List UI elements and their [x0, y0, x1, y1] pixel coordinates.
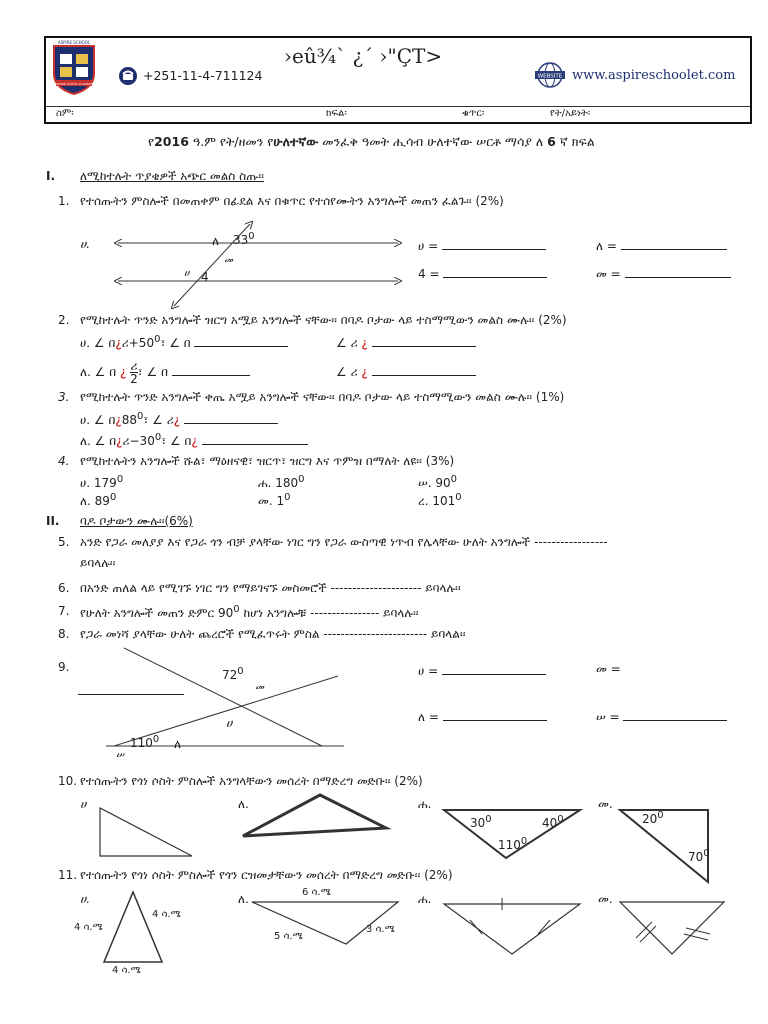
q9-answer-she [596, 708, 727, 725]
q2-a-second [336, 334, 476, 351]
exam-title-pre: የ [148, 134, 155, 149]
q3-b-mid: ፣ ∠ በ [161, 434, 192, 448]
q1-angle-33-degree: 0 [248, 231, 255, 242]
q11-label-ha: ሀ. [80, 892, 91, 906]
q11-b-side-left: 5 ሳ.ሜ [274, 931, 303, 942]
q10-d-angle-70-value: 70 [688, 850, 704, 864]
q1-label-ha: ሀ [184, 268, 190, 279]
q2-b [80, 360, 250, 385]
q2-a-red: ¿ [115, 336, 122, 350]
q2-number: 2. [58, 313, 70, 327]
q2-b2-red: ¿ [119, 365, 127, 379]
subject-field-label: የት/አይነት፡ [550, 108, 591, 119]
q11-label-hha: ሐ. [418, 892, 432, 906]
q9-label-she: ሠ [116, 750, 125, 761]
q7-post: ከሆነ አንግሎቹ ---------------- ይባላሉ፡፡ [239, 606, 419, 620]
q7-pre: የሁለት አንግሎች መጠን ድምር 90 [80, 606, 234, 620]
school-title: ›eû¾` ¿´ ›"ÇT> [284, 44, 443, 68]
q3-b-red2: ¿ [191, 434, 198, 448]
q7-number: 7. [58, 604, 70, 618]
website-link[interactable]: www.aspireschoolet.com [572, 68, 736, 83]
section1-number: I. [46, 169, 56, 183]
q2-a-mid: ፣ ∠ በ [160, 336, 191, 350]
q3-b-pre: ለ. ∠ በ [80, 434, 117, 448]
q6-text: በአንድ ጠለል ላይ የሚገኙ ነገር ግን የማይገናኙ መስመሮች --------------------- ይባላሉ፡፡ [80, 581, 461, 595]
q1-answer-4-label: 4 = [418, 267, 440, 281]
q3-text: የሚከተሉት ጥንድ አንግሎች ቀጤ አሟይ አንግሎች ናቸው፡፡ በባዶ ቦታው ላይ ተስማሚውን መልስ ሙሉ፡፡ (1%) [80, 390, 565, 404]
q10-label-ha: ሀ [80, 797, 87, 811]
q1-answer-me-label: መ = [596, 267, 621, 281]
q1-label-la: ለ [212, 234, 220, 248]
q2-text: የሚከተሉት ጥንድ አንግሎች ዝርግ አሟይ አንግሎች ናቸው፡፡ በባዶ ቦታው ላይ ተስማሚውን መልስ ሙሉ፡፡ (2%) [80, 313, 567, 327]
q3-a-blank[interactable] [184, 411, 278, 424]
q10-triangle-d [618, 808, 712, 884]
q9-angle-110-value: 110 [130, 736, 153, 750]
q1-label-me: መ [224, 255, 234, 266]
q8-number: 8. [58, 627, 70, 641]
q11-isosceles-triangle [442, 900, 582, 956]
q4-text: የሚከተሉትን አንግሎች ሹል፣ ማዕዘናዊ፣ ዝርጥ፣ ዝርግ እና ጥምዝ በማለት ለዩ፡፡ (3%) [80, 454, 455, 468]
q2-b2-second-red: ¿ [361, 365, 368, 379]
q2-a-pre: ሀ. ∠ በ [80, 336, 116, 350]
q11-number: 11. [58, 868, 78, 882]
q4-opt-la-text: ለ. 89 [80, 494, 110, 508]
q11-a-side-left: 4 ሳ.ሜ [74, 922, 103, 933]
q9-answer-ha-label: ሀ = [418, 664, 439, 678]
q1-answer-ha-blank[interactable] [442, 237, 546, 250]
q2-b2-second-pre: ∠ ሪ [336, 365, 358, 379]
q1-answer-me-blank[interactable] [625, 265, 731, 278]
q10-right-triangle [98, 806, 194, 858]
q3-a-pre: ሀ. ∠ በ [80, 413, 116, 427]
phone-number: +251-11-4-711124 [143, 68, 263, 83]
q10-d-angle-20-value: 20 [642, 812, 658, 826]
q7-text: የሁለት አንግሎች መጠን ድምር $90^0$ ከሆነ አንግሎቹ ---------------- ይባላሉ፡፡ [80, 604, 419, 620]
exam-title-bold: ሁለተኛው [273, 134, 319, 149]
q9-angle-72: $72^0$ [222, 666, 244, 682]
q9-angle-110: $110^0$ [130, 734, 160, 750]
q1-answer-4 [418, 265, 547, 281]
q4-opt-re-text: ረ. 101 [418, 494, 456, 508]
q10-c-angle-30-value: 30 [470, 816, 486, 830]
q10-label-hha: ሐ. [418, 797, 432, 811]
q1-label-4: 4 [201, 270, 209, 284]
q3-a-mid: ፣ ∠ ሪ [143, 413, 174, 427]
name-field-label: ስም፡ [56, 108, 74, 119]
q10-c-angle-110: $110^0$ [498, 836, 528, 852]
q1-answer-la [596, 237, 727, 254]
q4-opt-re: ረ. $101^0$ [418, 492, 462, 508]
q1-answer-me [596, 265, 731, 282]
q2-a-blank2[interactable] [372, 334, 476, 347]
q2-b2-pre: ለ. ∠ በ [80, 365, 117, 379]
q1-answer-la-blank[interactable] [621, 237, 727, 250]
q11-scalene-triangle [250, 898, 400, 946]
q9-answer-she-label: ሠ = [596, 710, 620, 724]
q3-a-red2: ¿ [173, 413, 181, 427]
q9-angle-72-value: 72 [222, 668, 238, 682]
q9-answer-la-blank[interactable] [443, 708, 547, 721]
q4-number: 4. [58, 454, 70, 468]
q3-a-val: 88 [121, 413, 138, 427]
q10-c-angle-40: $40^0$ [542, 814, 564, 830]
q9-answer-she-blank[interactable] [623, 708, 727, 721]
q3-b: ለ. ∠ $በ¿ሪ-30^0፣$ ∠ በ¿ [80, 432, 308, 449]
q11-a-side-bottom: 4 ሳ.ሜ [112, 965, 141, 976]
q2-b-blank1[interactable] [172, 363, 250, 376]
q9-label-la: ለ [174, 737, 182, 751]
exam-year: 2016 [154, 134, 189, 149]
q2-frac-num: ሪ [130, 359, 138, 373]
q2-b-blank2[interactable] [372, 363, 476, 376]
logo-text: ASPIRE SCHOOL [57, 40, 91, 45]
q4-opt-me-text: መ. 1 [258, 494, 285, 508]
q1-text: የተሰጡትን ምስሎች በመጠቀም በፊደል እና በቁጥር የተሰየሙትን አንግሎች መጠን ፈልጉ፡፡ (2%) [80, 194, 504, 208]
q1-parallel-lines-figure [112, 222, 412, 308]
q10-c-angle-40-value: 40 [542, 816, 558, 830]
q1-answer-ha-label: ሀ = [418, 239, 439, 253]
q4-opt-ha-text: ሀ. 179 [80, 476, 117, 490]
exam-title-mid1: ዓ.ም የት/ዘመን የ [188, 134, 274, 149]
q2-frac-den: 2 [130, 372, 138, 386]
q11-label-la: ለ. [238, 892, 249, 906]
q2-fraction [130, 360, 138, 385]
q9-answer-ha [418, 662, 546, 679]
website-badge-text: WEBSITE [537, 73, 563, 80]
phone-icon [118, 66, 138, 86]
section2-title: ባዶ ቦታውን ሙሉ፡፡(6%) [80, 514, 193, 528]
q4-opt-hha-text: ሐ. 180 [258, 476, 299, 490]
q3-a: ሀ. ∠ $በ¿88^0፣$ ∠ ሪ¿ [80, 411, 278, 428]
q11-b-side-top: 6 ሳ.ሜ [302, 887, 331, 898]
exam-grade: 6 [547, 134, 556, 149]
class-field-label: ክፍል፡ [326, 108, 347, 119]
q11-a-side-right: 4 ሳ.ሜ [152, 909, 181, 920]
website-globe-icon [534, 62, 566, 88]
logo-subtext: ASPIRE YOUTH ACADEMY [55, 82, 93, 86]
school-logo [50, 40, 98, 96]
q4-opt-ha: ሀ. $179^0$ [80, 474, 124, 490]
q1-answer-ha [418, 237, 546, 254]
q9-label-me: መ [255, 682, 265, 693]
q9-answer-ha-blank[interactable] [442, 662, 546, 675]
section2-number: II. [46, 514, 60, 528]
q1-label: ሀ. [80, 237, 91, 251]
header-divider [46, 106, 750, 107]
q11-label-me: መ. [598, 892, 613, 906]
q5-text: አንድ የጋራ መለያያ እና የጋራ ጎን ብቻ ያላቸው ነገር ግን የጋራ ውስጣዊ ነጥብ የሌላቸው ሁለት አንግሎች ----------------- [80, 535, 608, 549]
q10-obtuse-triangle [240, 792, 390, 842]
q11-tick-triangle [618, 898, 728, 956]
q4-opt-la: ለ. $89^0$ [80, 492, 117, 508]
q11-equilateral-triangle [102, 890, 164, 964]
q1-angle-33 [233, 231, 255, 247]
q1-answer-4-blank[interactable] [443, 265, 547, 278]
q10-d-angle-70: $70^0$ [688, 848, 710, 864]
q8-text: የጋራ መነሻ ያላቸው ሁለት ጨረሮች የሚፈጥሩት ምስል ------------------------ ይባላል፡፡ [80, 627, 466, 641]
q4-opt-me: መ. $1^0$ [258, 492, 291, 508]
q10-label-me: መ. [598, 797, 613, 811]
q5-text-cont: ይባላሉ፡፡ [80, 556, 116, 570]
q1-number: 1. [58, 194, 70, 208]
q9-answer-me [596, 662, 621, 677]
q9-answer-me-label: መ = [596, 662, 621, 676]
q5-number: 5. [58, 535, 70, 549]
q9-answer-la-label: ለ = [418, 710, 439, 724]
q2-b-second [336, 363, 476, 380]
q11-text: የተሰጡትን የጎነ ሶስት ምስሎች የጎን ርዝመታቸውን መሰረት በማድረግ መድቡ፡፡ (2%) [80, 868, 453, 882]
q3-b-blank[interactable] [202, 432, 308, 445]
q2-b2-mid: ፣ ∠ በ [137, 365, 168, 379]
q10-d-angle-20: $20^0$ [642, 810, 664, 826]
q3-b-red: ¿ [116, 434, 123, 448]
q6-number: 6. [58, 581, 70, 595]
q2-a: ሀ. ∠ $በ¿ሪ+50^0፣$ ∠ በ [80, 334, 288, 351]
q4-opt-hha: ሐ. $180^0$ [258, 474, 305, 490]
q9-answer-la [418, 708, 547, 725]
q1-angle-33-value: 33 [233, 233, 249, 247]
q9-number: 9. [58, 660, 70, 674]
q10-text: የተሰጡትን የጎነ ሶስት ምስሎች አንግላቸውን መሰረት በማድረግ መድቡ፡፡ (2%) [80, 774, 423, 788]
exam-title [148, 134, 595, 150]
q3-a-red: ¿ [115, 413, 122, 427]
q2-b-red: ¿ [361, 336, 368, 350]
q2-b-pre: ∠ ሪ [336, 336, 358, 350]
q10-c-angle-30: $30^0$ [470, 814, 492, 830]
exam-title-post: ኛ ክፍል [555, 134, 595, 149]
q9-label-ha: ሀ [226, 716, 233, 730]
number-field-label: ቁጥር፡ [462, 108, 485, 119]
exam-title-mid2: መንፈቅ ዓመት ሒሳብ ሁለተኛው ሠርቶ ማሳያ ለ [318, 134, 548, 149]
q11-b-side-right: 3 ሳ.ሜ [366, 924, 395, 935]
q10-c-angle-110-value: 110 [498, 838, 521, 852]
q2-a-expr: ሪ+50 [121, 336, 155, 350]
section1-title: ለሚከተሉት ጥያቄዎች አጭር መልስ ስጡ፡፡ [80, 169, 264, 183]
q4-opt-she-text: ሠ. 90 [418, 476, 451, 490]
q3-b-expr: ሪ−30 [122, 434, 155, 448]
q4-opt-she: ሠ. $90^0$ [418, 474, 458, 490]
q10-label-la: ለ. [238, 797, 249, 811]
q2-a-blank1[interactable] [194, 334, 288, 347]
q1-answer-la-label: ለ = [596, 239, 617, 253]
q10-number: 10. [58, 774, 78, 788]
q3-number: 3. [58, 390, 70, 404]
